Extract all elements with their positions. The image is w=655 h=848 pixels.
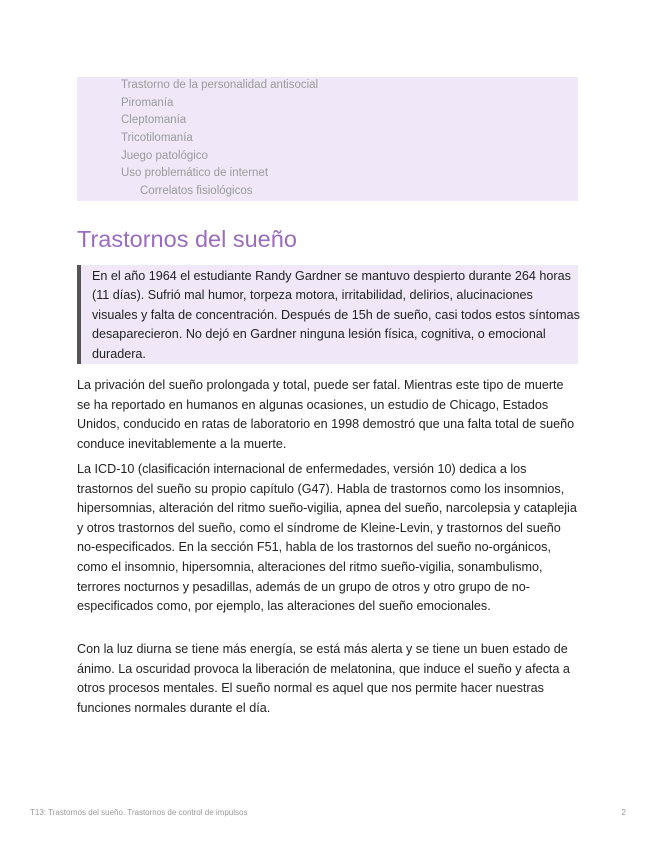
- toc-link-juego-patologico[interactable]: Juego patológico: [121, 150, 208, 162]
- paragraph-luz-diurna: Con la luz diurna se tiene más energía, se está más alerta y se tiene un buen estado de ánimo. La oscuridad provoca la liberación de melatonina, que induce el sueño y afecta a otros procesos mentales. El sueño normal es aquel que nos permite hacer nuestras funciones normales durante el día.: [77, 642, 570, 715]
- paragraph-icd10: La ICD-10 (clasificación internacional de enfermedades, versión 10) dedica a los trastornos del sueño su propio capítulo (G47). Habla de trastornos como los insomnios, hipersomnias, alteración del ritmo sueño-vigilia, apnea del sueño, narcolepsia y cataplejia y otros trastornos del sueño, como el síndrome de Kleine-Levin, y trastornos del sueño no-especificados. En la sección F51, habla de los trastornos del sueño no-orgánicos, como el insomnio, hipersomnia, alteraciones del ritmo sueño-vigilia, sonambulismo, terrores nocturnos y pesadillas, además de un grupo de otros y otro grupo de no-especificados como, por ejemplo, las alteraciones del sueño emocionales.: [77, 462, 577, 614]
- toc-link-piromania[interactable]: Piromanía: [121, 97, 174, 109]
- toc-link-trastorno-personalidad-antisocial[interactable]: Trastorno de la personalidad antisocial: [121, 79, 319, 91]
- toc-link-correlatos-fisiologicos[interactable]: Correlatos fisiológicos: [140, 185, 253, 197]
- callout-box: [77, 265, 578, 364]
- paragraph-privacion-sueno: La privación del sueño prolongada y total, puede ser fatal. Mientras este tipo de muerte se ha reportado en humanos en algunas ocasiones, un estudio de Chicago, Estados Unidos, conducido en ratas de laboratorio en 1998 demostró que una falta total de sueño conduce inevitablemente a la muerte.: [77, 378, 575, 451]
- page-number: 2: [621, 808, 626, 817]
- toc-link-tricotilomania[interactable]: Tricotilomanía: [121, 132, 193, 144]
- footer-title: T13: Trastornos del sueño. Trastornos de control de impulsos: [30, 808, 248, 817]
- toc-link-uso-problematico-internet[interactable]: Uso problemático de internet: [121, 167, 269, 179]
- table-of-contents: [77, 77, 578, 201]
- toc-link-cleptomania[interactable]: Cleptomanía: [121, 114, 187, 126]
- callout-text: En el año 1964 el estudiante Randy Gardner se mantuvo despierto durante 264 horas (11 días). Sufrió mal humor, torpeza motora, irritabilidad, delirios, alucinaciones visuales y falta de concentración. Después de 15h de sueño, casi todos estos síntomas desaparecieron. No dejó en Gardner ninguna lesión física, cognitiva, o emocional duradera.: [92, 269, 580, 361]
- section-title: Trastornos del sueño: [77, 226, 297, 252]
